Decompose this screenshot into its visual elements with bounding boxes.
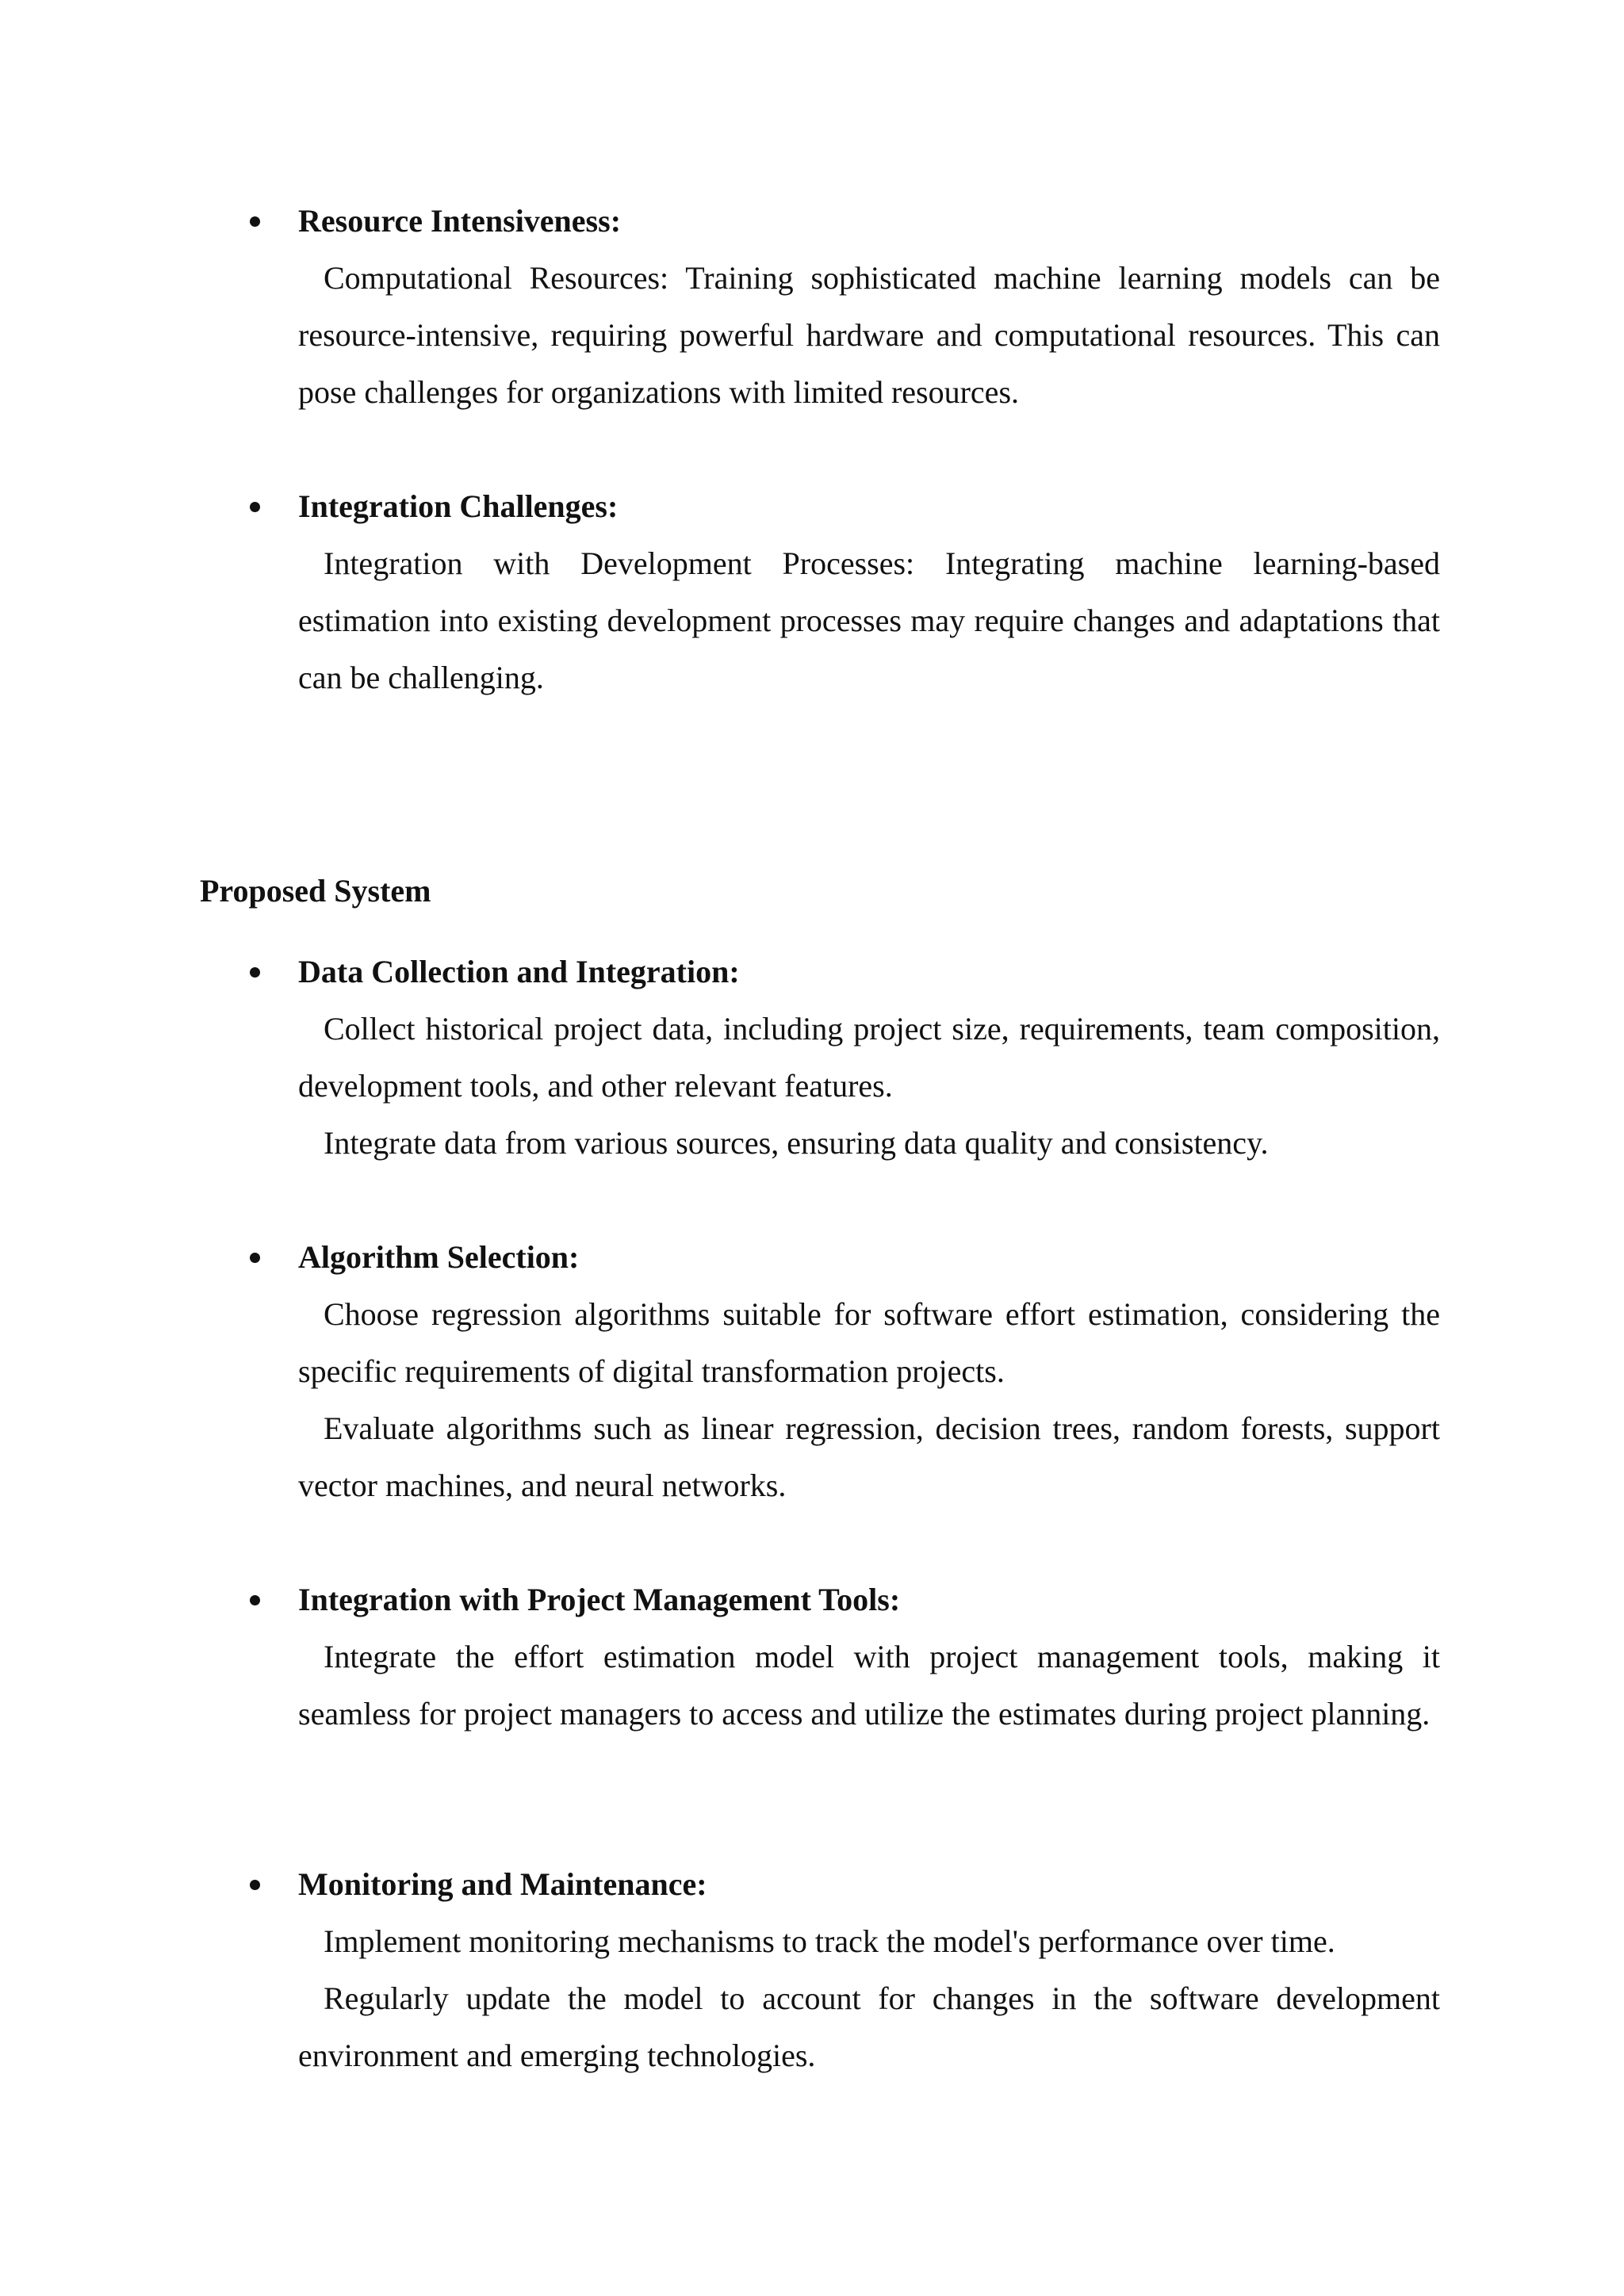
heading-text: Resource Intensiveness: (298, 203, 622, 239)
paragraph: Computational Resources: Training sophisticated machine learning models can be resource-intensive, requiring powerful hardware and computational resources. This can pose challenges for organizations with limited resources. (298, 260, 1440, 410)
list-item-heading (200, 1571, 1440, 1628)
list-item-heading (200, 193, 1440, 250)
paragraph: Choose regression algorithms suitable for software effort estimation, considering the specific requirements of digital transformation projects. (298, 1296, 1440, 1389)
paragraph: Regularly update the model to account for changes in the software development environment and emerging technologies. (298, 1980, 1440, 2073)
paragraph: Collect historical project data, including project size, requirements, team composition, development tools, and other relevant features. (298, 1011, 1440, 1104)
list-item-heading (200, 478, 1440, 535)
bullet-icon (250, 502, 260, 512)
heading-text: Data Collection and Integration: (298, 954, 740, 989)
proposed-item-data-collection (200, 943, 1440, 1172)
proposed-item-monitoring (200, 1856, 1440, 2084)
list-item-heading (200, 1856, 1440, 1913)
heading-text: Monitoring and Maintenance: (298, 1866, 707, 1902)
issue-integration-challenges (200, 478, 1440, 706)
paragraph: Integration with Development Processes: Integrating machine learning-based estimation into existing development processes may require changes and adaptations that can be challenging. (298, 545, 1440, 695)
bullet-icon (250, 1880, 260, 1890)
heading-text: Integration Challenges: (298, 488, 619, 524)
heading-text: Algorithm Selection: (298, 1239, 580, 1275)
list-item-heading (200, 1229, 1440, 1286)
bullet-icon (250, 967, 260, 978)
bullet-icon (250, 1595, 260, 1605)
section-title: Proposed System (200, 873, 431, 909)
heading-text: Integration with Project Management Tools: (298, 1582, 901, 1617)
bullet-icon (250, 216, 260, 227)
paragraph: Integrate data from various sources, ensuring data quality and consistency. (324, 1125, 1269, 1161)
proposed-item-pm-tools (200, 1571, 1440, 1743)
bullet-icon (250, 1253, 260, 1263)
proposed-item-algorithm-selection (200, 1229, 1440, 1514)
issue-resource-intensiveness (200, 193, 1440, 421)
paragraph: Integrate the effort estimation model with project management tools, making it seamless for project managers to access and utilize the estimates during project planning. (298, 1639, 1440, 1732)
paragraph: Implement monitoring mechanisms to track the model's performance over time. (324, 1923, 1335, 1959)
paragraph: Evaluate algorithms such as linear regression, decision trees, random forests, support vector machines, and neural networks. (298, 1410, 1440, 1503)
list-item-heading (200, 943, 1440, 1001)
